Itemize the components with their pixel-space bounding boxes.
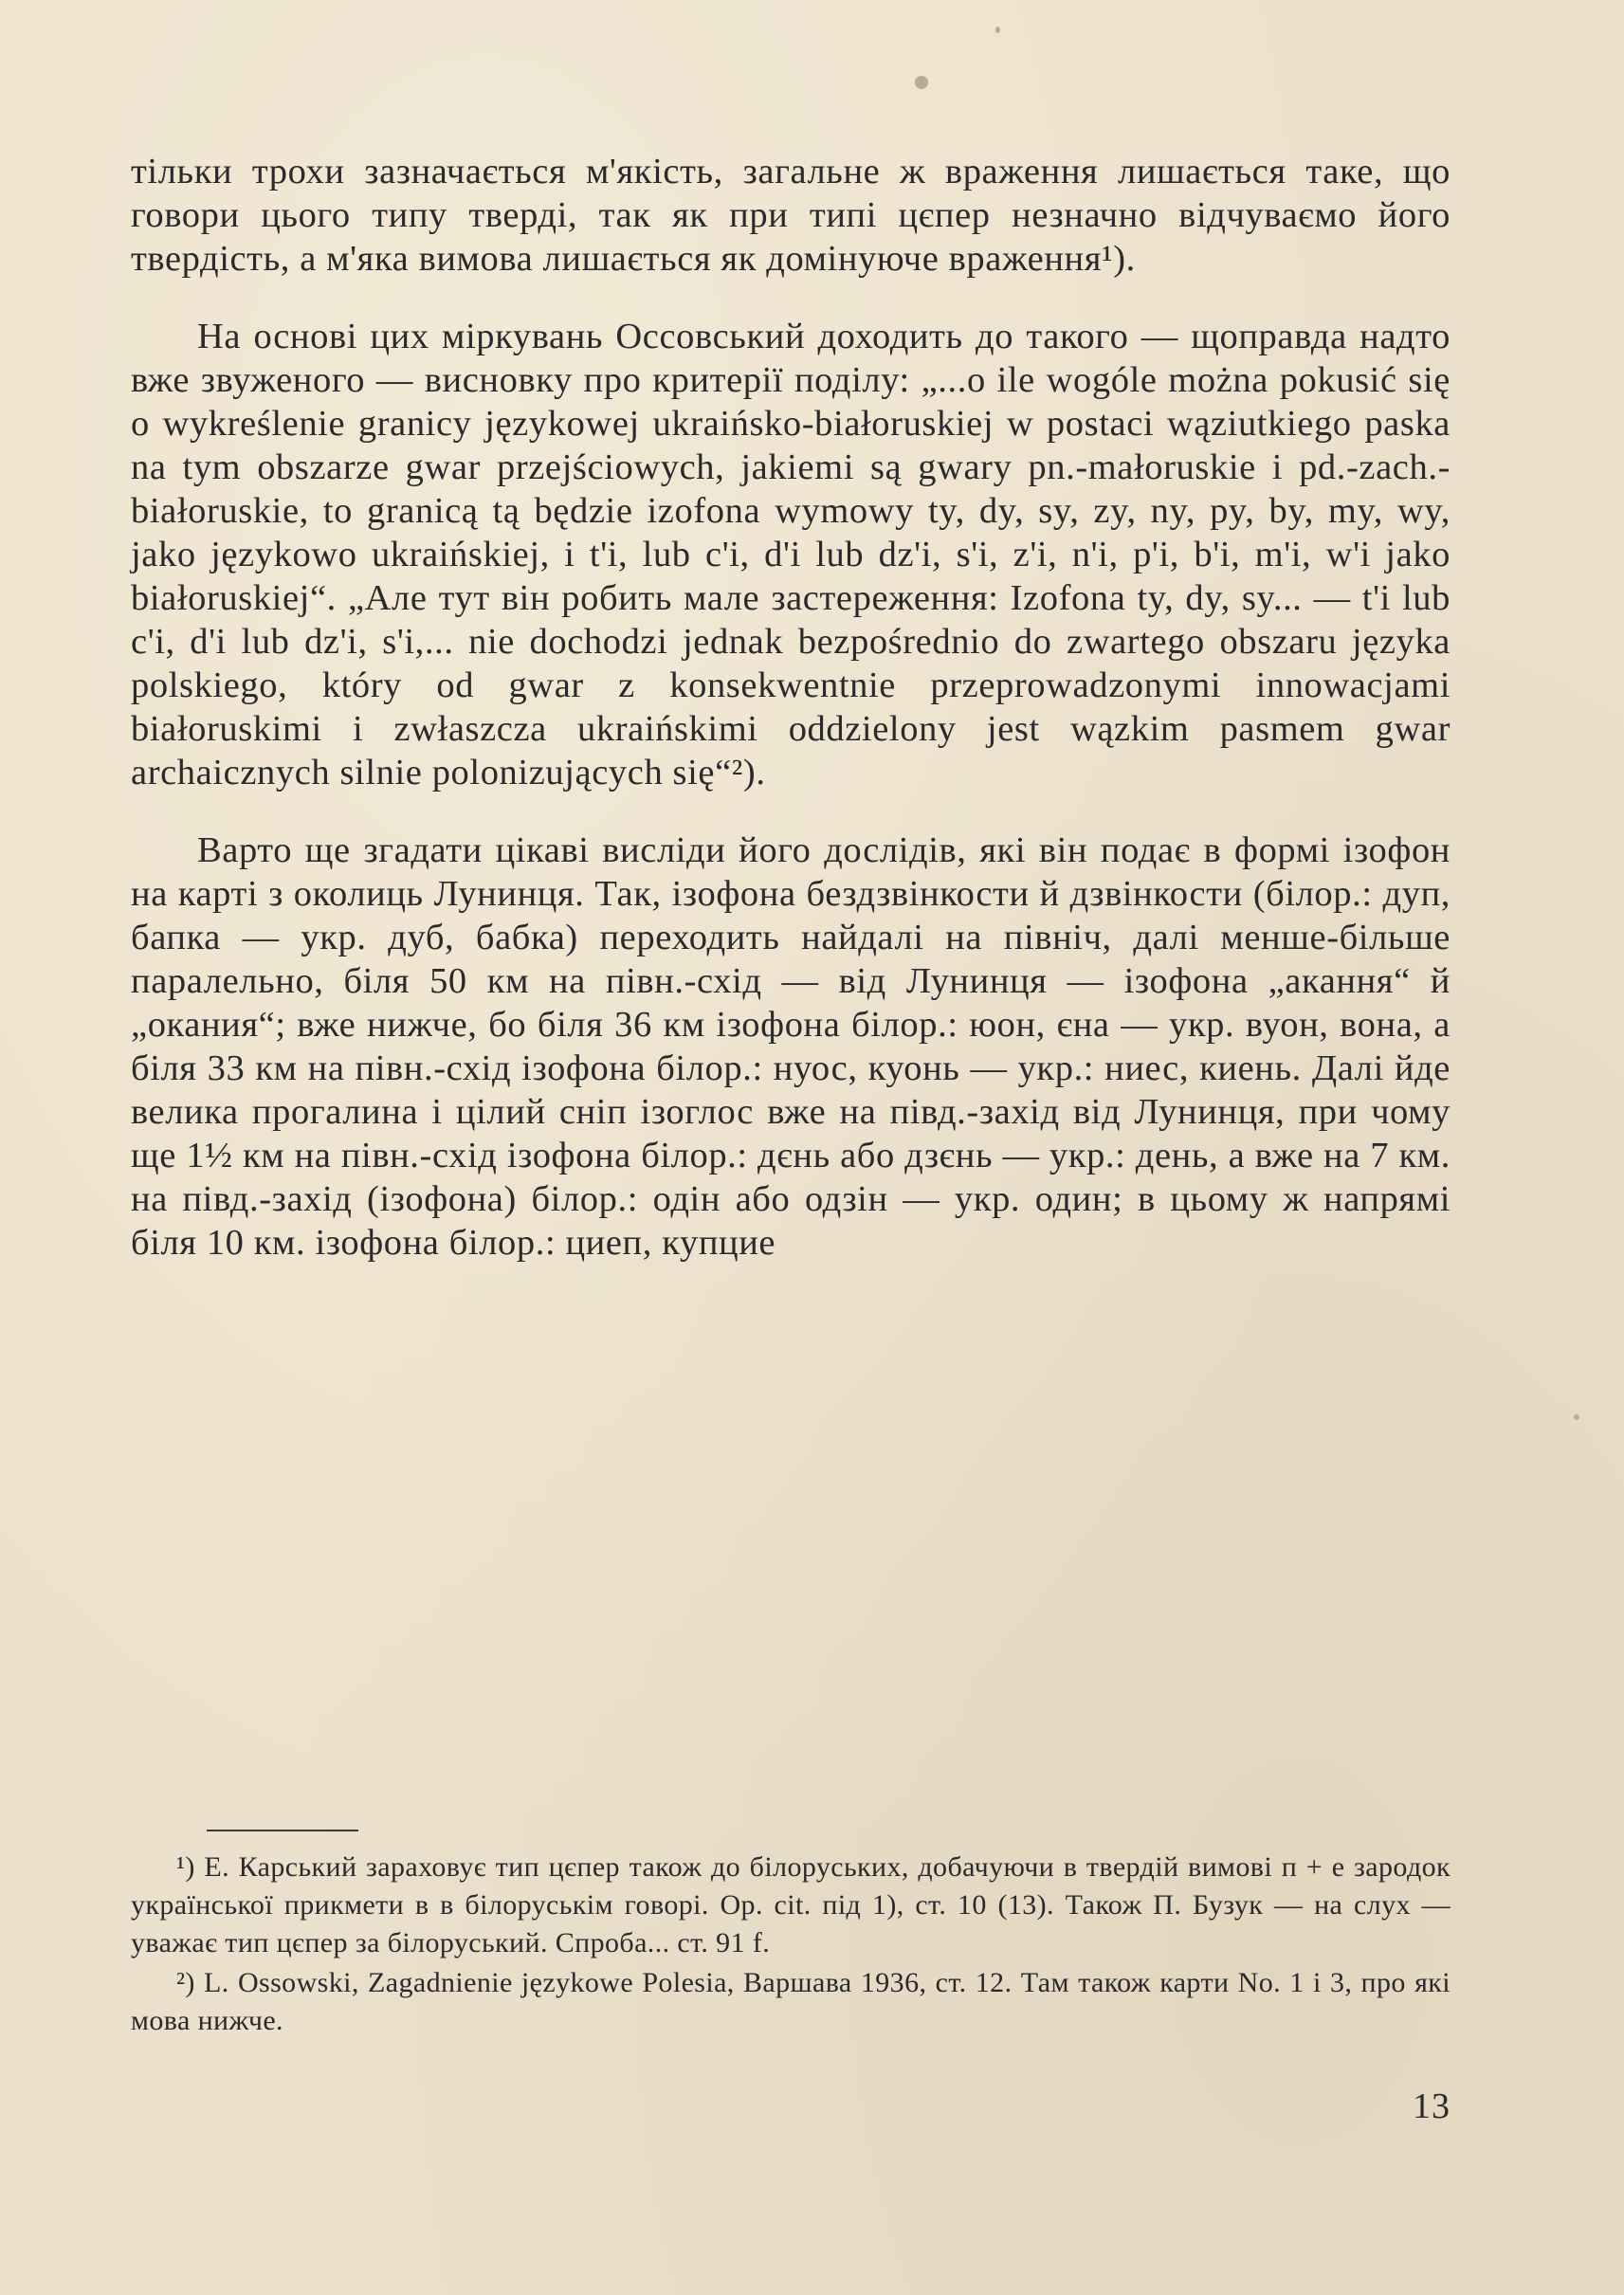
- footnote: ²) L. Ossowski, Zagadnienie językowe Polesia, Варшава 1936, ст. 12. Там також карти No. 1 і 3, про які мова нижче.: [131, 1967, 1451, 2036]
- main-text: [131, 150, 1451, 1265]
- paper-speck: [995, 27, 1000, 33]
- page-number: 13: [1413, 2086, 1451, 2126]
- paragraph: На основі цих міркувань Оссовський доходить до такого — щоправда надто вже звуженого — висновку про критерії поділу: „...o ile wogóle można pokusić się o wykreślenie granicy językowej ukraińsko-białoruskiej w postaci wąziutkiego paska na tym obszarze gwar przejściowych, jakiemi są gwary pn.-małoruskie i pd.-zach.-białoruskie, to granicą tą będzie izofona wymowy ty, dy, sy, zy, ny, py, by, my, wy, jako językowo ukraińskiej, i t'i, lub c'i, d'i lub dz'i, s'i, z'i, n'i, p'i, b'i, m'i, w'i jako białoruskiej“. „Але тут він робить мале застереження: Izofona ty, dy, sy... — t'i lub c'i, d'i lub dz'i, s'i,... nie dochodzi jednak bezpośrednio do zwartego obszaru języka polskiego, który od gwar z konsekwentnie przeprowadzonymi innowacjami białoruskimi i zwłaszcza ukraińskimi oddzielony jest wązkim pasmem gwar archaicznych silnie polonizujących się“²).: [131, 317, 1451, 792]
- paper-speck: [915, 76, 928, 89]
- footnotes: [131, 1849, 1451, 2042]
- paragraph: Варто ще згадати цікаві висліди його дослідів, які він подає в формі ізофон на карті з околиць Лунинця. Так, ізофона бездзвінкости й дзвінкости (білор.: дуп, бапка — укр. дуб, бабка) переходить найдалі на північ, далі менше-більше паралельно, біля 50 км на півн.-схід — від Лунинця — ізофона „акання“ й „окания“; вже нижче, бо біля 36 км ізофона білор.: юон, єна — укр. вуон, вона, а біля 33 км на півн.-схід ізофона білор.: нуос, куонь — укр.: ниес, киень. Далі йде велика прогалина і цілий сніп ізоглос вже на півд.-захід від Лунинця, при чому ще 1½ км на півн.-схід ізофона білор.: дєнь або дзєнь — укр.: день, а вже на 7 км. на півд.-захід (ізофона) білор.: одін або одзін — укр. один; в цьому ж напрямі біля 10 км. ізофона білор.: циеп, купцие: [131, 830, 1451, 1263]
- footnote-divider: [207, 1830, 358, 1831]
- paper-speck: [1574, 1414, 1579, 1420]
- paragraph: тільки трохи зазначається м'якість, загальне ж враження лишається таке, що говори цього типу тверді, так як при типі цєпер незначно відчуваємо його твердість, а м'яка вимова лишається як домінуюче враження¹).: [131, 152, 1451, 279]
- footnote: ¹) Е. Карський зараховує тип цєпер також до білоруських, добачуючи в твердій вимові п + е зародок української прикмети в в білоруськім говорі. Op. cit. під 1), ст. 10 (13). Також П. Бузук — на слух — уважає тип цєпер за білоруський. Спроба... ст. 91 f.: [131, 1851, 1451, 1958]
